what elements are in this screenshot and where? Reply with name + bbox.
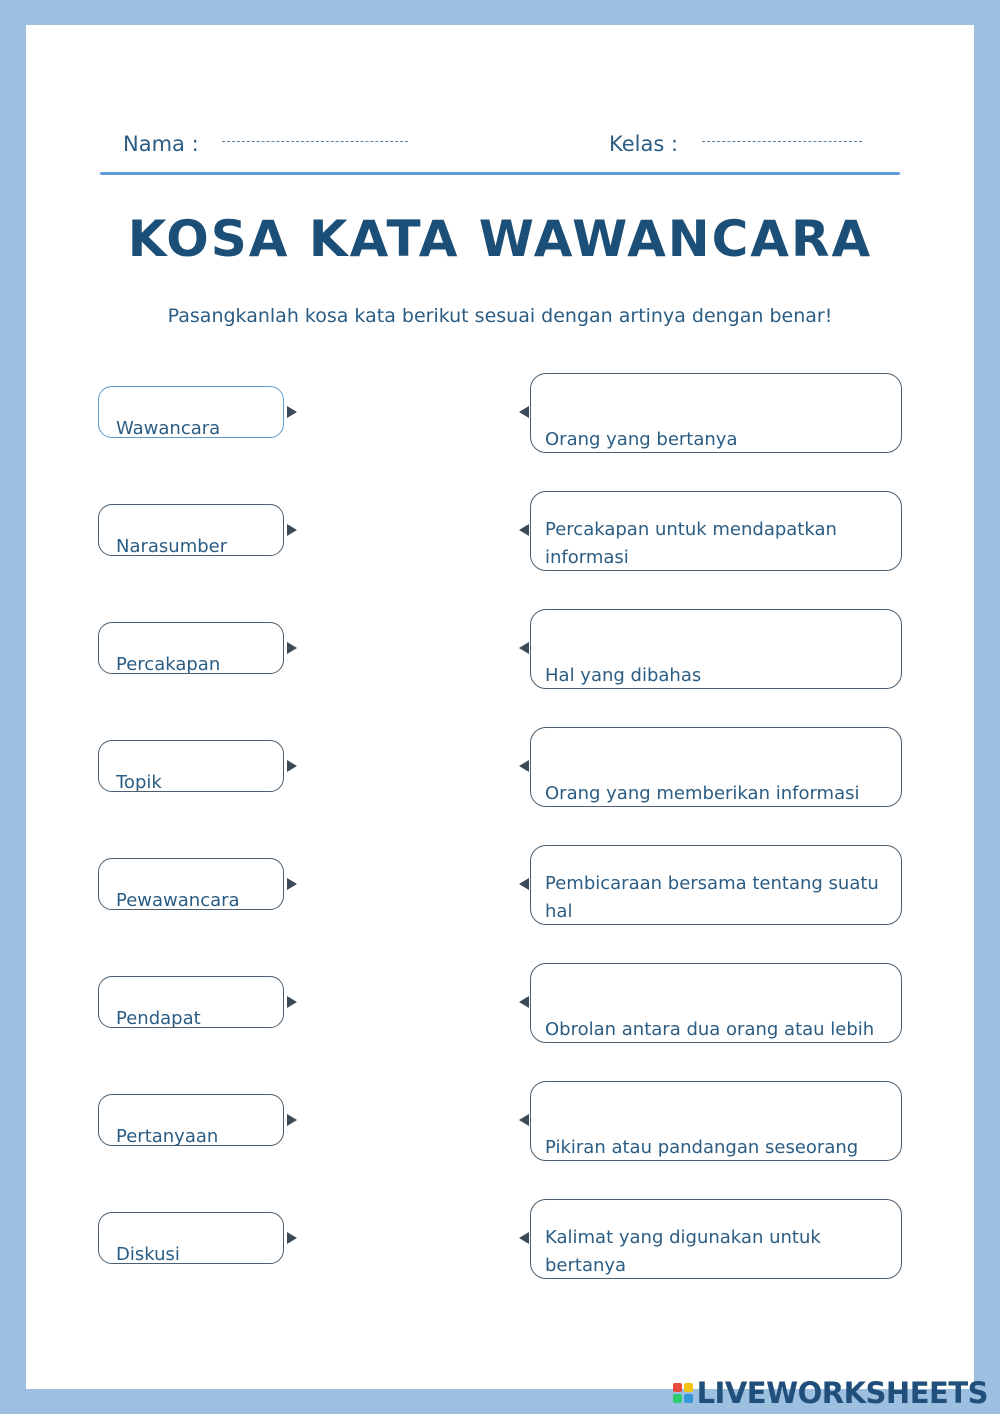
definition-connector-icon[interactable]	[519, 760, 529, 772]
definition-box[interactable]	[530, 609, 902, 689]
definition-label: Kalimat yang digunakan untuk bertanya	[545, 1227, 821, 1276]
brand-text: LIVEWORKSHEETS	[696, 1376, 988, 1410]
definition-label: Percakapan untuk mendapatkan informasi	[545, 519, 837, 568]
liveworksheets-logo	[673, 1376, 988, 1410]
definition-label: Pikiran atau pandangan seseorang	[545, 1137, 859, 1158]
definition-connector-icon[interactable]	[519, 1232, 529, 1244]
definition-label: Obrolan antara dua orang atau lebih	[545, 1019, 875, 1040]
term-box[interactable]	[98, 622, 284, 674]
term-connector-icon[interactable]	[287, 1114, 297, 1126]
term-connector-icon[interactable]	[287, 642, 297, 654]
term-box[interactable]	[98, 858, 284, 910]
term-label: Pertanyaan	[116, 1126, 219, 1147]
definition-connector-icon[interactable]	[519, 642, 529, 654]
definition-label: Orang yang bertanya	[545, 429, 738, 450]
term-label: Diskusi	[116, 1244, 180, 1265]
page-title: KOSA KATA WAWANCARA	[127, 210, 873, 268]
definition-label: Hal yang dibahas	[545, 665, 702, 686]
brand-mark-icon	[673, 1383, 693, 1403]
term-box[interactable]	[98, 976, 284, 1028]
term-box[interactable]	[98, 740, 284, 792]
class-label: Kelas :	[609, 132, 679, 156]
term-connector-icon[interactable]	[287, 760, 297, 772]
term-label: Wawancara	[116, 418, 221, 439]
definition-box[interactable]	[530, 373, 902, 453]
definition-connector-icon[interactable]	[519, 406, 529, 418]
term-box[interactable]	[98, 504, 284, 556]
term-connector-icon[interactable]	[287, 524, 297, 536]
name-field[interactable]	[222, 141, 408, 142]
definition-label: Orang yang memberikan informasi	[545, 783, 860, 804]
term-label: Topik	[116, 772, 162, 793]
definition-label: Pembicaraan bersama tentang suatu hal	[545, 873, 879, 922]
term-connector-icon[interactable]	[287, 406, 297, 418]
definition-box[interactable]	[530, 1081, 902, 1161]
instruction-text: Pasangkanlah kosa kata berikut sesuai dengan artinya dengan benar!	[167, 305, 833, 327]
definition-connector-icon[interactable]	[519, 996, 529, 1008]
term-label: Percakapan	[116, 654, 221, 675]
name-label: Nama :	[123, 132, 199, 156]
term-box[interactable]	[98, 1212, 284, 1264]
term-connector-icon[interactable]	[287, 878, 297, 890]
definition-connector-icon[interactable]	[519, 524, 529, 536]
definition-connector-icon[interactable]	[519, 1114, 529, 1126]
class-field[interactable]	[702, 141, 862, 142]
term-connector-icon[interactable]	[287, 996, 297, 1008]
definition-box[interactable]	[530, 1199, 902, 1279]
definition-connector-icon[interactable]	[519, 878, 529, 890]
header-divider	[100, 172, 900, 175]
term-connector-icon[interactable]	[287, 1232, 297, 1244]
term-box[interactable]	[98, 1094, 284, 1146]
definition-box[interactable]	[530, 727, 902, 807]
definition-box[interactable]	[530, 963, 902, 1043]
term-label: Pewawancara	[116, 890, 240, 911]
definition-box[interactable]	[530, 845, 902, 925]
definition-box[interactable]	[530, 491, 902, 571]
term-label: Narasumber	[116, 536, 228, 557]
term-label: Pendapat	[116, 1008, 201, 1029]
term-box[interactable]	[98, 386, 284, 438]
